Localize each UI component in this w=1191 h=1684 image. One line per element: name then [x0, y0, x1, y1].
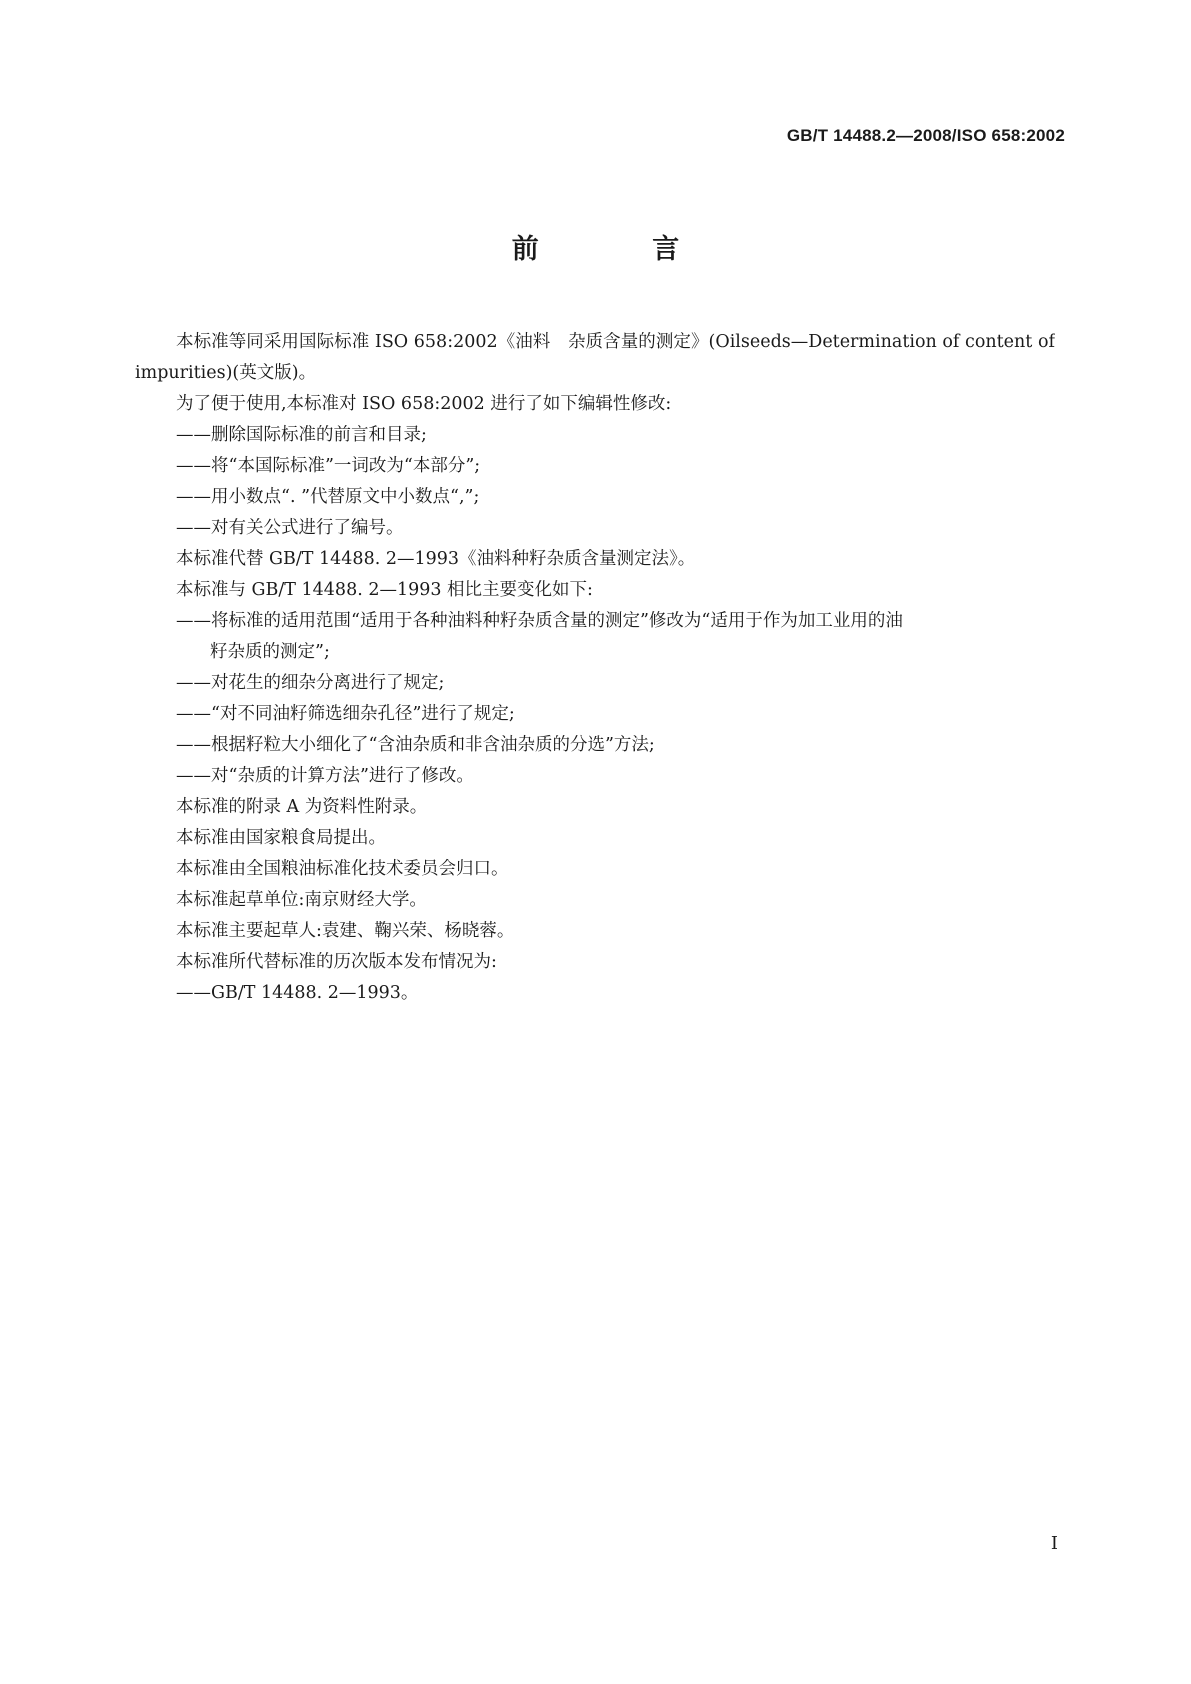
list-item: ——对“杂质的计算方法”进行了修改。 — [176, 766, 474, 786]
page-title: 前 言 — [511, 234, 732, 265]
list-item: ——GB/T 14488. 2—1993。 — [176, 983, 419, 1003]
foreword-body — [135, 327, 1055, 1009]
paragraph-under-jurisdiction: 本标准由全国粮油标准化技术委员会归口。 — [176, 859, 509, 879]
document-code: GB/T 14488.2—2008/ISO 658:2002 — [786, 126, 1065, 145]
paragraph-replaces: 本标准代替 GB/T 14488. 2—1993《油料种籽杂质含量测定法》。 — [176, 549, 696, 569]
paragraph-drafting-unit: 本标准起草单位:南京财经大学。 — [176, 890, 427, 910]
list-item: ——删除国际标准的前言和目录; — [176, 425, 427, 445]
paragraph-annex: 本标准的附录 A 为资料性附录。 — [176, 797, 428, 817]
list-item: ——对花生的细杂分离进行了规定; — [176, 673, 445, 693]
paragraph-previous-editions: 本标准所代替标准的历次版本发布情况为: — [176, 952, 497, 972]
list-item: ——根据籽粒大小细化了“含油杂质和非含油杂质的分选”方法; — [176, 735, 655, 755]
list-item: ——对有关公式进行了编号。 — [176, 518, 404, 538]
page-number: I — [1050, 1533, 1058, 1554]
paragraph-proposed-by: 本标准由国家粮食局提出。 — [176, 828, 386, 848]
list-item: ——用小数点“. ”代替原文中小数点“,”; — [176, 487, 480, 507]
paragraph-editorial-changes: 为了便于使用,本标准对 ISO 658:2002 进行了如下编辑性修改: — [176, 394, 672, 414]
paragraph-adoption: 本标准等同采用国际标准 ISO 658:2002《油料 杂质含量的测定》(Oilseeds—Determination of content of impurities)(英文版)。 — [135, 332, 1055, 383]
list-item-line: ——将标准的适用范围“适用于各种油料种籽杂质含量的测定”修改为“适用于作为加工业用的油 — [176, 611, 903, 631]
paragraph-main-changes: 本标准与 GB/T 14488. 2—1993 相比主要变化如下: — [176, 580, 593, 600]
list-item: ——将“本国际标准”一词改为“本部分”; — [176, 456, 481, 476]
list-item-continuation: 籽杂质的测定”; — [210, 642, 330, 662]
paragraph-drafters: 本标准主要起草人:袁建、鞠兴荣、杨晓蓉。 — [176, 921, 515, 941]
list-item: ——“对不同油籽筛选细杂孔径”进行了规定; — [176, 704, 515, 724]
list-item — [176, 606, 1055, 668]
